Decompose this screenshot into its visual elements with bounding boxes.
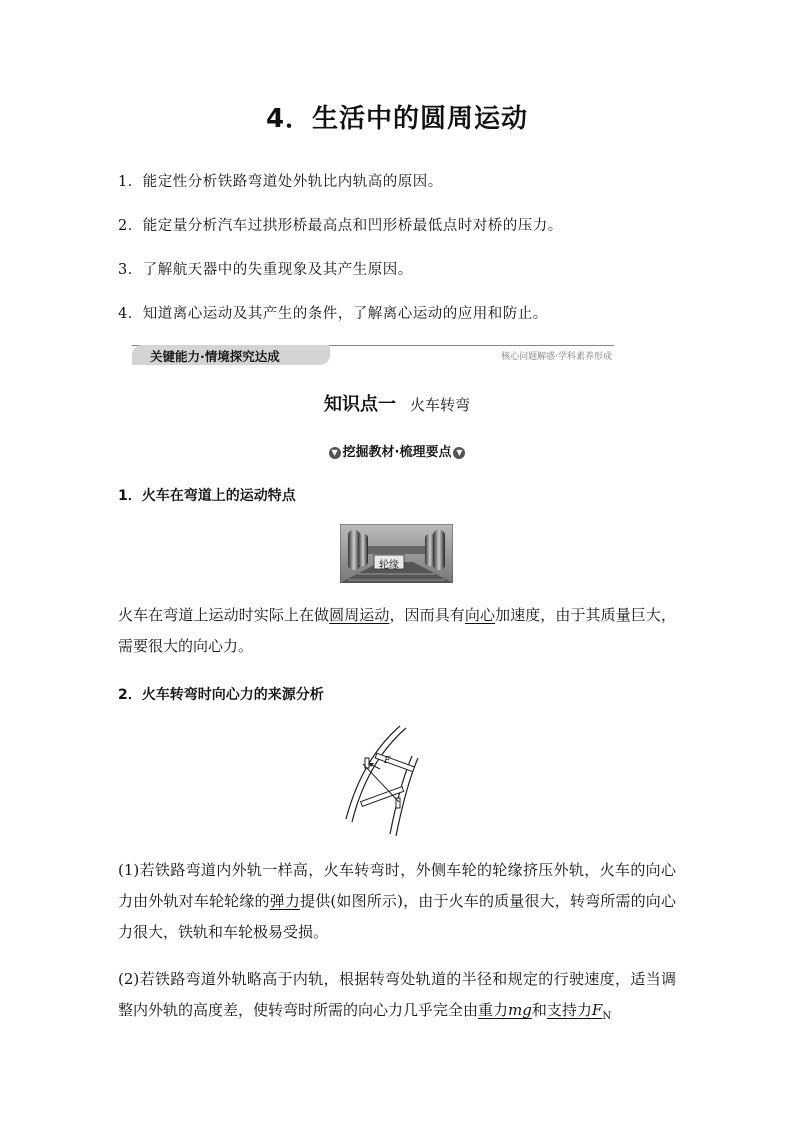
wheel-flange-image [340, 524, 453, 583]
banner-left-label: 关键能力·情境探究达成 [150, 349, 280, 364]
answer-underline [546, 1001, 612, 1022]
objective-3: 3．了解航天器中的失重现象及其产生原因。 [118, 262, 413, 278]
section-banner [132, 341, 614, 369]
text: (2)若铁路弯道外轨略高于内轨，根据转弯处轨道的半径和规定的行驶速度，适当调整内外轨的高度差，使转弯时所需的向心力几乎完全由 [118, 970, 676, 1019]
text: 加速度，由于其质量巨大，需要很大的向心力。 [118, 606, 676, 655]
section-heading-text: 挖掘教材·梳理要点 [342, 445, 452, 460]
text: 提供(如图所示)，由于火车的质量很大，转弯所需的向心力很大，铁轨和车轮极易受损。 [118, 892, 676, 941]
page-title: 4．生活中的圆周运动 [265, 104, 529, 134]
chevron-down-icon: ▼ [453, 447, 465, 459]
text: 火车在弯道上运动时实际上在做 [118, 606, 330, 624]
banner-tab [132, 345, 330, 365]
symbol-F: F [591, 1001, 603, 1019]
knowledge-point-heading [0, 390, 794, 416]
subscript-N: N [602, 1011, 612, 1022]
symbol-mg: mg [508, 1001, 532, 1019]
section1-heading: 1．火车在弯道上的运动特点 [118, 488, 296, 504]
knowledge-point-topic: 火车转弯 [409, 396, 470, 414]
section2-paragraph-2 [118, 964, 676, 1032]
section2-paragraph-1 [118, 855, 676, 948]
wheel-flange-label: 轮缘 [379, 560, 399, 571]
section2-heading: 2．火车转弯时向心力的来源分析 [118, 687, 324, 703]
knowledge-point-label: 知识点一 [323, 394, 396, 415]
chevron-down-icon: ▼ [329, 447, 341, 459]
objective-4: 4．知道离心运动及其产生的条件，了解离心运动的应用和防止。 [118, 306, 548, 322]
text: ，因而具有 [389, 606, 465, 624]
answer-underline [478, 1001, 532, 1019]
banner-right-label: 核心问题解惑·学科素养形成 [501, 352, 612, 362]
answer-underline: 向心 [464, 606, 496, 624]
answer-underline: 弹力 [269, 892, 301, 910]
section1-paragraph [118, 600, 676, 662]
objective-1: 1．能定性分析铁路弯道处外轨比内轨高的原因。 [118, 174, 443, 190]
text: 和 [531, 1001, 547, 1019]
objective-2: 2．能定量分析汽车过拱形桥最高点和凹形桥最低点时对桥的压力。 [118, 218, 563, 234]
text: (1)若铁路弯道内外轨一样高，火车转弯时，外侧车轮的轮缘挤压外轨，火车的向心力由外轨对车轮轮缘的 [118, 861, 676, 910]
text: 支持力 [546, 1001, 592, 1019]
answer-underline: 圆周运动 [329, 606, 390, 624]
text: 重力 [478, 1001, 509, 1019]
force-label: F [384, 756, 391, 766]
curved-track-diagram [340, 724, 450, 836]
section-heading [0, 441, 794, 460]
